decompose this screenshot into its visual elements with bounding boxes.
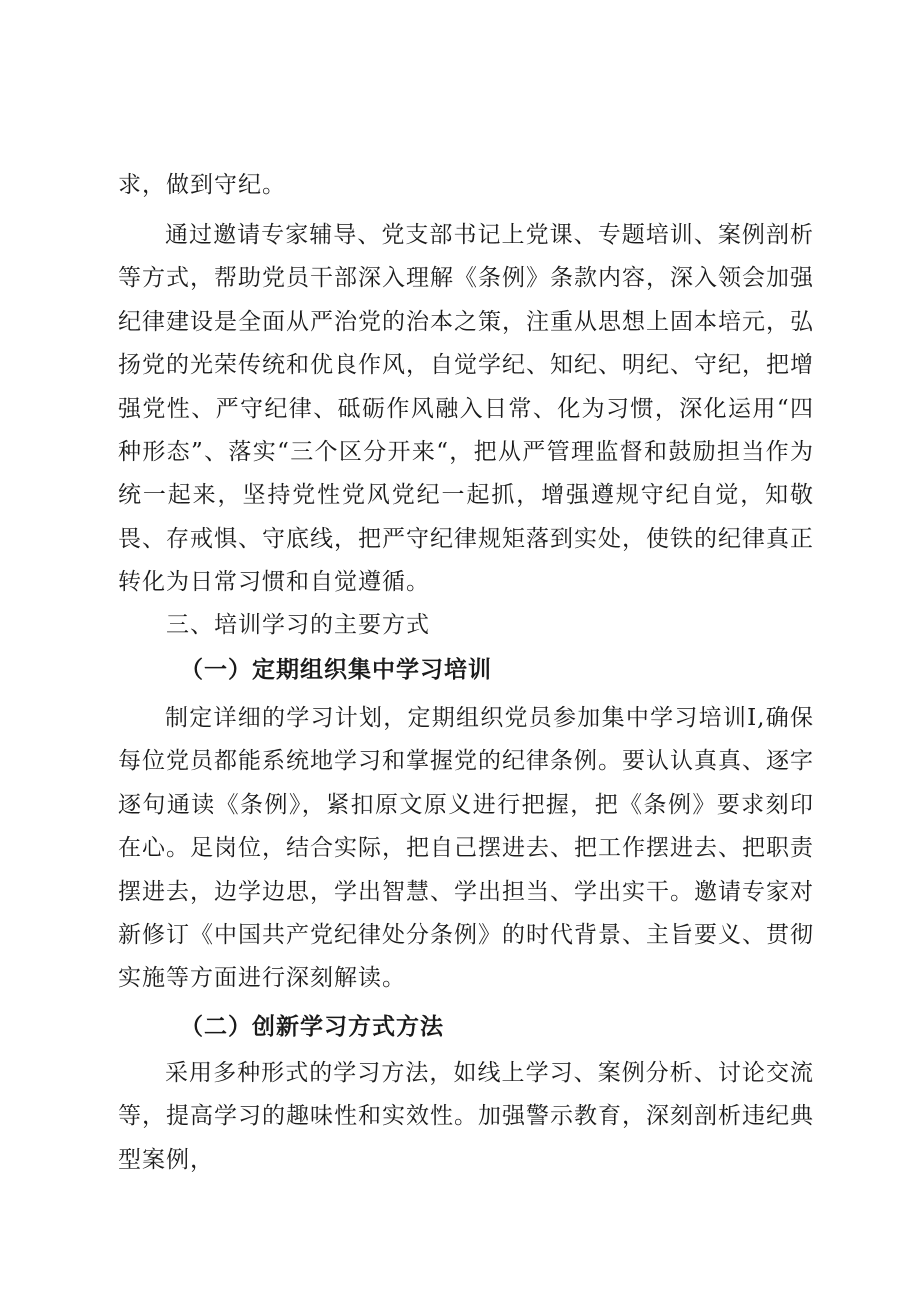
section-3-title: 三、培训学习的主要方式 [166, 612, 430, 638]
body-paragraph-3: 采用多种形式的学习方法，如线上学习、案例分析、讨论交流等，提高学习的趣味性和实效性。加强警示教育，深刻剖析违纪典型案例， [118, 1060, 814, 1173]
continuation-text: 求，做到守纪。 [118, 172, 286, 198]
subsection-2-title: （二）创新学习方式方法 [180, 1013, 444, 1040]
subsection-1-title: （一）定期组织集中学习培训 [180, 656, 492, 683]
body-paragraph-1: 通过邀请专家辅导、党支部书记上党课、专题培训、案例剖析等方式，帮助党员干部深入理解《条例》条款内容，深入领会加强纪律建设是全面从严治党的治本之策，注重从思想上固本培元，弘扬党的光荣传统和优良作风，自觉学纪、知纪、明纪、守纪，把增强党性、严守纪律、砥砺作风融入日常、化为习惯，深化运用“四种形态”、落实“三个区分开来“，把从严管理监督和鼓励担当作为统一起来，坚持党性党风党纪一起抓，增强遵规守纪自觉，知敬畏、存戒惧、守底线，把严守纪律规矩落到实处，使铁的纪律真正转化为日常习惯和自觉遵循。 [118, 222, 814, 596]
body-paragraph-2: 制定详细的学习计划，定期组织党员参加集中学习培训I,确保每位党员都能系统地学习和掌握党的纪律条例。要认认真真、逐字逐句通读《条例》，紧扣原文原义进行把握，把《条例》要求刻印在心。足岗位，结合实际，把自己摆进去、把工作摆进去、把职责摆进去，边学边思，学出智慧、学出担当、学出实干。邀请专家对新修订《中国共产党纪律处分条例》的时代背景、主旨要义、贯彻实施等方面进行深刻解读。 [118, 705, 814, 992]
